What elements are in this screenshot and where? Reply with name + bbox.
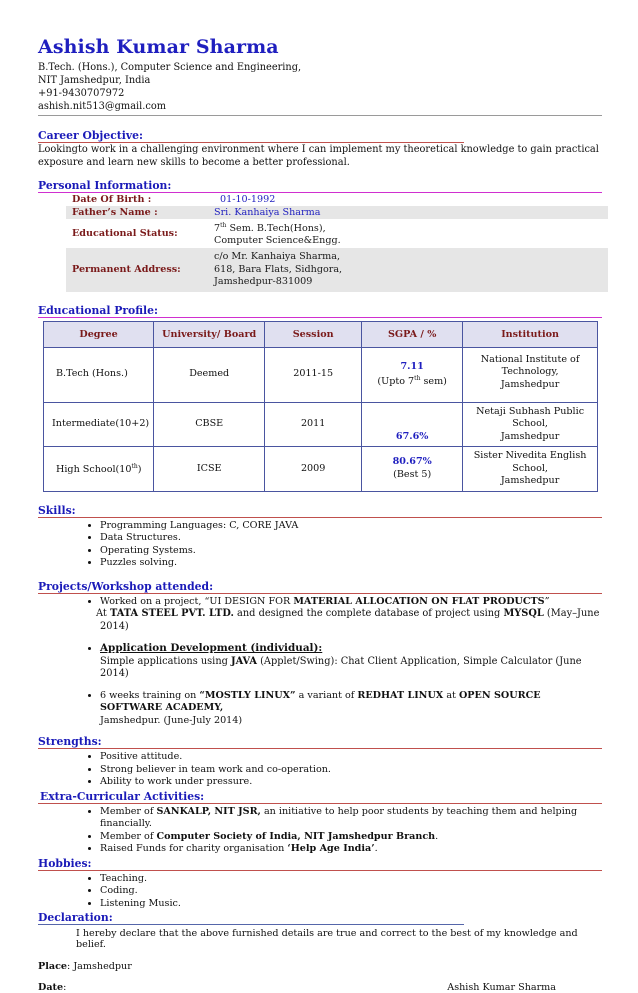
- list-item: • Ability to work under pressure.: [100, 776, 602, 789]
- list-item: • Operating Systems.: [100, 545, 602, 558]
- father-value: Sri. Kanhaiya Sharma: [208, 206, 608, 219]
- education-rule: [38, 317, 602, 318]
- education-table: [43, 321, 598, 492]
- extra-title: Extra-Curricular Activities:: [40, 789, 205, 803]
- declaration-title: Declaration:: [38, 911, 113, 925]
- project-text: Worked on a project, “UI DESIGN FOR: [100, 595, 294, 607]
- extra-end: .: [435, 830, 439, 842]
- college-line: NIT Jamshedpur, India: [38, 75, 151, 86]
- address-line-3: Jamshedpur-831009: [214, 276, 313, 288]
- extra-section: [38, 790, 602, 856]
- resume-header: [38, 36, 602, 116]
- strengths-list: [38, 751, 602, 789]
- list-item: • Strong believer in team work and co-operation.: [100, 764, 602, 777]
- edu-sem-text: Sem. B.Tech(Hons),: [226, 223, 326, 235]
- dob-value: 01-10-1992: [220, 194, 276, 205]
- extra-org: SANKALP, NIT JSR,: [156, 805, 261, 817]
- institution-line-2: Jamshedpur: [500, 475, 560, 487]
- career-text: Lookingto work in a challenging environment where I can implement my theoretical knowledge to gain practical exposure and learn new skills to become a better professional.: [38, 144, 599, 168]
- institution-line-1: Sister Nivedita English School,: [473, 450, 587, 474]
- col-session: Session: [265, 321, 362, 347]
- sgpa-note-end: sem): [420, 376, 447, 388]
- strengths-rule: [38, 748, 602, 749]
- dob-label: Date Of Birth :: [72, 194, 152, 205]
- list-item: • Coding.: [100, 885, 602, 898]
- address-value: [208, 248, 608, 292]
- training-at: at: [443, 689, 459, 701]
- project-lang: JAVA: [231, 655, 257, 667]
- extra-org: Computer Society of India, NIT Jamshedpur Branch: [156, 830, 436, 842]
- col-sgpa: SGPA / %: [362, 321, 463, 347]
- extra-end: .: [374, 843, 378, 855]
- list-item: [96, 595, 602, 634]
- hobbies-rule: [38, 870, 602, 871]
- address-line-1: c/o Mr. Kanhaiya Sharma,: [214, 251, 341, 263]
- degree-sup: th: [131, 463, 138, 471]
- extra-text: Raised Funds for charity organisation: [100, 843, 288, 855]
- extra-desc: an initiative to help poor students by teaching them and helping financially.: [100, 805, 578, 830]
- institution-cell: [463, 347, 598, 402]
- sgpa-cell: [362, 402, 463, 447]
- list-item: • Positive attitude.: [100, 751, 602, 764]
- personal-section: [38, 179, 602, 292]
- declaration-section: [38, 911, 602, 993]
- project-text-end: ”: [544, 595, 550, 607]
- edu-status-row: [66, 219, 608, 248]
- training-text: 6 weeks training on: [100, 689, 200, 701]
- institution-cell: [463, 447, 598, 492]
- project-text: Simple applications using: [100, 655, 232, 667]
- list-item: • Teaching.: [100, 873, 602, 886]
- hobbies-list: [38, 873, 602, 911]
- sgpa-note: (Best 5): [393, 468, 432, 480]
- sgpa-value: 80.67%: [392, 456, 432, 468]
- sgpa-value: 7.11: [400, 360, 424, 372]
- declaration-rule: [38, 924, 464, 925]
- extra-text: Member of: [100, 830, 157, 842]
- strengths-section: [38, 735, 602, 789]
- table-row: [44, 347, 598, 402]
- address-row: [66, 248, 608, 292]
- project-desc: (Applet/Swing): Chat Client Application, Simple Calculator (June 2014): [100, 655, 582, 680]
- sgpa-cell: [362, 347, 463, 402]
- extra-org: ‘Help Age India’: [287, 843, 375, 855]
- place-field: [38, 961, 132, 972]
- education-section: [38, 304, 602, 492]
- sgpa-cell: [362, 447, 463, 492]
- list-item: [100, 806, 602, 831]
- institution-cell: [463, 402, 598, 447]
- edu-status-value: [208, 219, 608, 248]
- list-item: • Data Structures.: [100, 532, 602, 545]
- training-variant: REDHAT LINUX: [357, 689, 444, 701]
- father-label: Father’s Name :: [66, 206, 208, 219]
- place-line: [38, 961, 602, 972]
- skills-title: Skills:: [38, 503, 76, 517]
- project-date: (May–June 2014): [100, 608, 600, 632]
- col-degree: Degree: [44, 321, 154, 347]
- institution-line-1: National Institute of Technology,: [480, 353, 580, 378]
- date-field: [38, 982, 66, 993]
- phone-line: +91-9430707972: [38, 88, 125, 99]
- projects-list: [38, 596, 602, 728]
- list-item: [100, 690, 602, 728]
- session-cell: 2009: [265, 447, 362, 492]
- project-db: MYSQL: [503, 608, 544, 620]
- edu-sem-number: 7: [214, 223, 221, 235]
- edu-branch: Computer Science&Engg.: [214, 235, 341, 247]
- date-line: [38, 982, 602, 993]
- edu-status-label: Educational Status:: [72, 228, 178, 240]
- extra-text: Member of: [100, 805, 157, 817]
- training-academy: OPEN SOURCE SOFTWARE ACADEMY,: [100, 689, 541, 714]
- sgpa-note-sup: th: [414, 375, 421, 383]
- hobbies-section: [38, 857, 602, 911]
- edu-sem-sup: th: [220, 222, 227, 229]
- career-section: [38, 129, 602, 169]
- institution-line-1: Netaji Subhash Public School,: [476, 405, 585, 430]
- skills-section: [38, 504, 602, 570]
- sgpa-note: (Upto 7: [377, 376, 415, 388]
- degree-text: High School(10: [56, 464, 132, 476]
- training-date: Jamshedpur. (June-July 2014): [100, 714, 243, 726]
- declaration-text: I hereby declare that the above furnished details are true and correct to the best of my knowledge and belief.: [76, 928, 578, 951]
- degree-line: B.Tech. (Hons.), Computer Science and Engineering,: [38, 62, 302, 73]
- table-row: [44, 447, 598, 492]
- training-text-2: a variant of: [295, 689, 358, 701]
- date-label: Date: [38, 982, 64, 993]
- contact-block: [38, 61, 602, 113]
- board-cell: CBSE: [154, 402, 265, 447]
- list-item: • Listening Music.: [100, 898, 602, 911]
- extra-list: [38, 806, 602, 856]
- address-line-2: 618, Bara Flats, Sidhgora,: [214, 263, 343, 275]
- email-line: ashish.nit513@gmail.com: [38, 101, 167, 112]
- signature-name: Ashish Kumar Sharma: [447, 982, 556, 993]
- projects-title: Projects/Workshop attended:: [38, 579, 214, 593]
- resume-page: [38, 36, 602, 993]
- skills-list: [38, 520, 602, 570]
- degree-cell: B.Tech (Hons.): [44, 347, 154, 402]
- projects-rule: [38, 593, 602, 594]
- institution-line-2: Jamshedpur: [500, 378, 560, 390]
- col-institution: Institution: [463, 321, 598, 347]
- institution-line-2: Jamshedpur: [500, 430, 560, 442]
- place-label: Place: [38, 961, 68, 973]
- project-title: Application Development (individual):: [100, 642, 323, 655]
- dob-row: [66, 193, 608, 206]
- project-desc: and designed the complete database of project using: [233, 608, 504, 620]
- skills-rule: [38, 517, 602, 518]
- degree-cell: [44, 447, 154, 492]
- personal-info-table: [66, 193, 608, 292]
- degree-end: ): [137, 464, 142, 476]
- training-name: “MOSTLY LINUX”: [199, 689, 296, 701]
- list-item: • Programming Languages: C, CORE JAVA: [100, 520, 602, 533]
- father-row: [66, 206, 608, 219]
- project-line-2: [100, 656, 582, 680]
- personal-title: Personal Information:: [38, 179, 172, 192]
- project-at: At: [96, 608, 110, 620]
- projects-section: [38, 580, 602, 728]
- project-bold: MATERIAL ALLOCATION ON FLAT PRODUCTS: [293, 595, 545, 607]
- strengths-title: Strengths:: [38, 735, 102, 749]
- project-line-2: [96, 608, 599, 632]
- col-board: University/ Board: [154, 321, 265, 347]
- education-header-row: [44, 321, 598, 347]
- career-title: Career Objective:: [38, 129, 143, 142]
- header-divider: [38, 115, 602, 116]
- candidate-name: Ashish Kumar Sharma: [38, 36, 279, 58]
- session-cell: 2011-15: [265, 347, 362, 402]
- list-item: [100, 642, 602, 681]
- board-cell: ICSE: [154, 447, 265, 492]
- project-company: TATA STEEL PVT. LTD.: [109, 608, 234, 620]
- list-item: • Puzzles solving.: [100, 557, 602, 570]
- table-row: [44, 402, 598, 447]
- place-value: : Jamshedpur: [67, 961, 132, 973]
- board-cell: Deemed: [154, 347, 265, 402]
- extra-rule: [38, 803, 602, 804]
- date-colon: :: [63, 982, 67, 993]
- sgpa-value: 67.6%: [395, 430, 429, 442]
- session-cell: 2011: [265, 402, 362, 447]
- list-item: [100, 843, 602, 856]
- list-item: [100, 831, 602, 844]
- address-label: Permanent Address:: [66, 248, 208, 292]
- hobbies-title: Hobbies:: [38, 856, 92, 870]
- education-title: Educational Profile:: [38, 303, 159, 317]
- degree-cell: Intermediate(10+2): [44, 402, 154, 447]
